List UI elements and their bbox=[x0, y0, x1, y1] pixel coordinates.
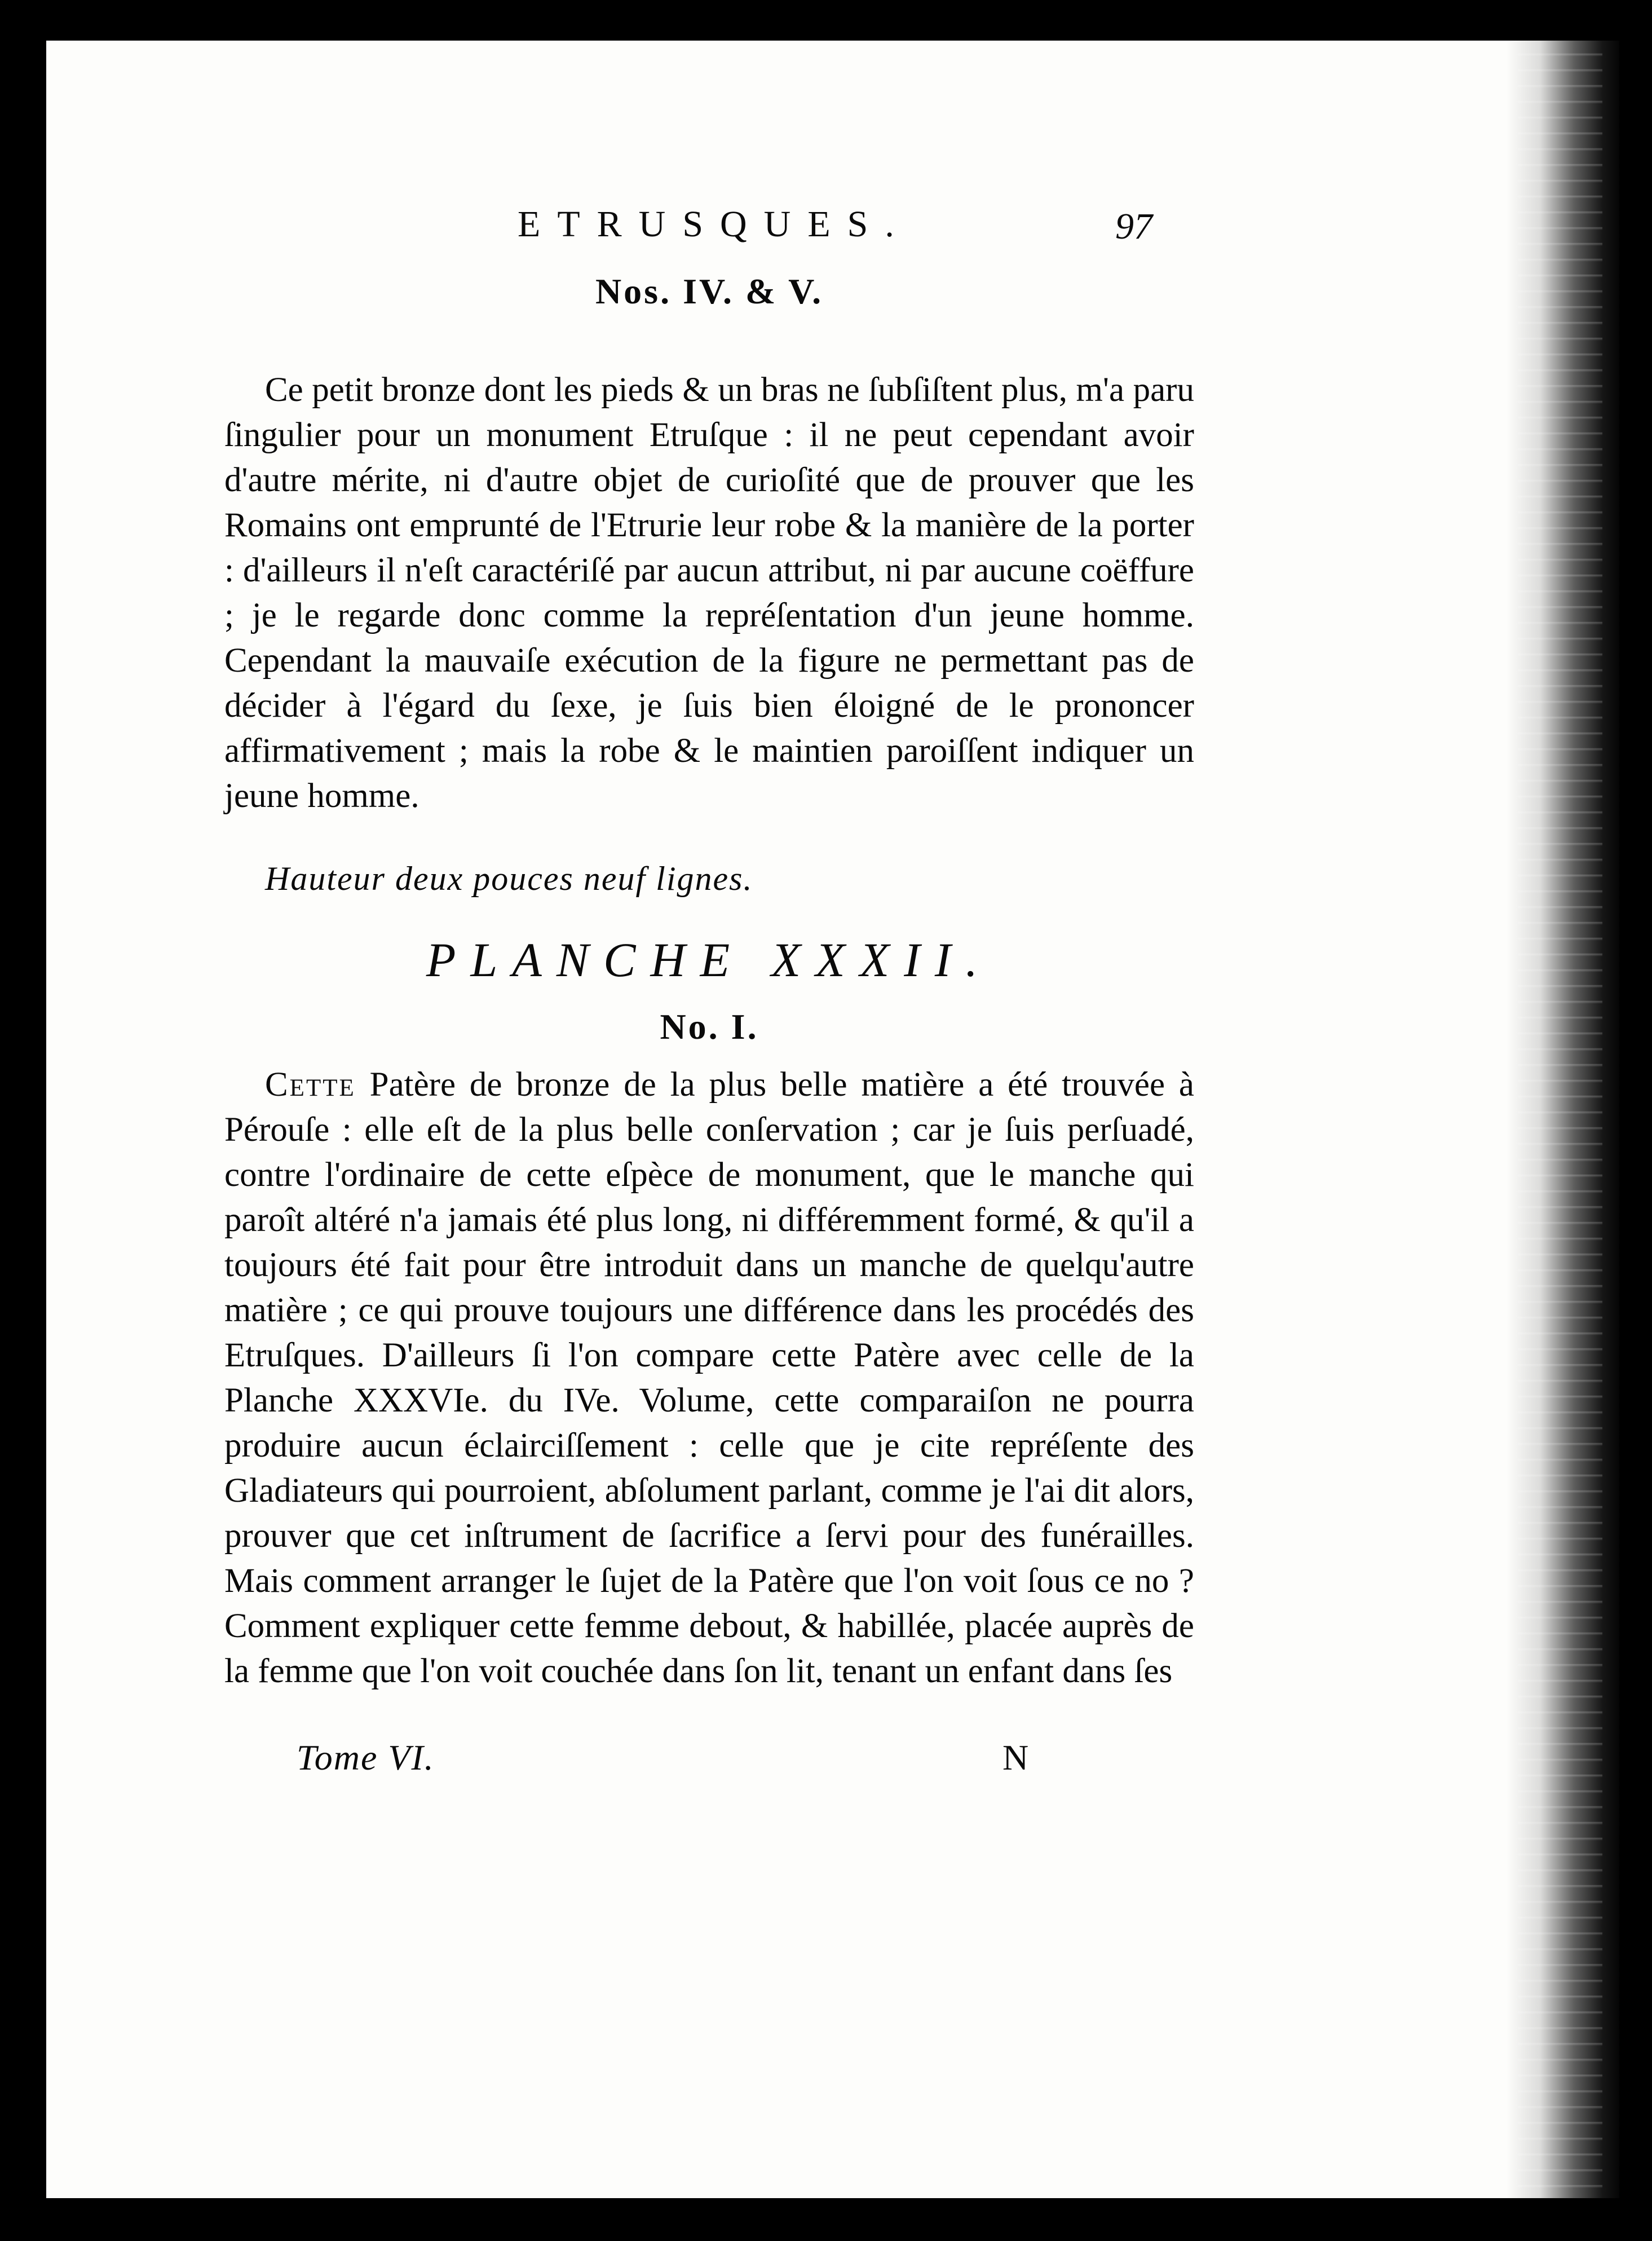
running-head bbox=[224, 203, 1194, 265]
paragraph-bronze-figure bbox=[224, 368, 1194, 819]
running-title: ETRUSQUES. bbox=[518, 204, 911, 245]
book-page bbox=[46, 41, 1619, 2198]
page-footer bbox=[224, 1737, 1194, 1788]
paragraph-text: Ce petit bronze dont les pieds & un bras ne ſubſiſtent plus, m'a paru ſingulier pour un monument Etruſque : il ne peut cependant avoir d'autre mérite, ni d'autre objet de curioſité que de prouver que les Romains ont emprunté de l'Etrurie leur robe & la manière de la porter : d'ailleurs il n'eſt caractériſé par aucun attribut, ni par aucune coëffure ; je le regarde donc comme la repréſentation d'un jeune homme. Cependant la mauvaiſe exécution de la figure ne permettant pas de décider à l'égard du ſexe, je ſuis bien éloigné de le prononcer affirmativement ; mais la robe & le maintien paroiſſent indiquer un jeune homme. bbox=[224, 371, 1194, 815]
signature-mark: N bbox=[1002, 1737, 1029, 1777]
paragraph-text bbox=[224, 1062, 1194, 1694]
section-heading-numbers: Nos. IV. & V. bbox=[595, 271, 824, 311]
paragraph-patera bbox=[224, 1062, 1194, 1694]
binding-texture bbox=[1518, 41, 1602, 2198]
plate-heading: PLANCHE XXXII. bbox=[426, 933, 993, 987]
volume-label: Tome VI. bbox=[297, 1737, 435, 1777]
lead-word: Cette bbox=[265, 1066, 356, 1104]
height-measurement: Hauteur deux pouces neuf lignes. bbox=[265, 860, 753, 897]
page-number: 97 bbox=[1115, 206, 1152, 247]
paragraph-body: Patère de bronze de la plus belle matière a été trouvée à Pérouſe : elle eſt de la plus belle conſervation ; car je ſuis perſuadé, contre l'ordinaire de cette eſpèce de monument, que le manche qui paroît altéré n'a jamais été plus long, ni différemment formé, & qu'il a toujours été fait pour être introduit dans un manche de quelqu'autre matière ; ce qui prouve toujours une différence dans les procédés des Etruſques. D'ailleurs ſi l'on compare cette Patère avec celle de la Planche XXXVIe. du IVe. Volume, cette comparaiſon ne pourra produire aucun éclairciſſement : celle que je cite repréſente des Gladiateurs qui pourroient, abſolument parlant, comme je l'ai dit alors, prouver que cet inſtrument de ſacrifice a ſervi pour des funérailles. Mais comment arranger le ſujet de la Patère que l'on voit ſous ce no ? Comment expliquer cette femme debout, & habillée, placée auprès de la femme que l'on voit couchée dans ſon lit, tenant un enfant dans ſes bbox=[224, 1066, 1194, 1690]
plate-number-heading: No. I. bbox=[660, 1007, 759, 1047]
